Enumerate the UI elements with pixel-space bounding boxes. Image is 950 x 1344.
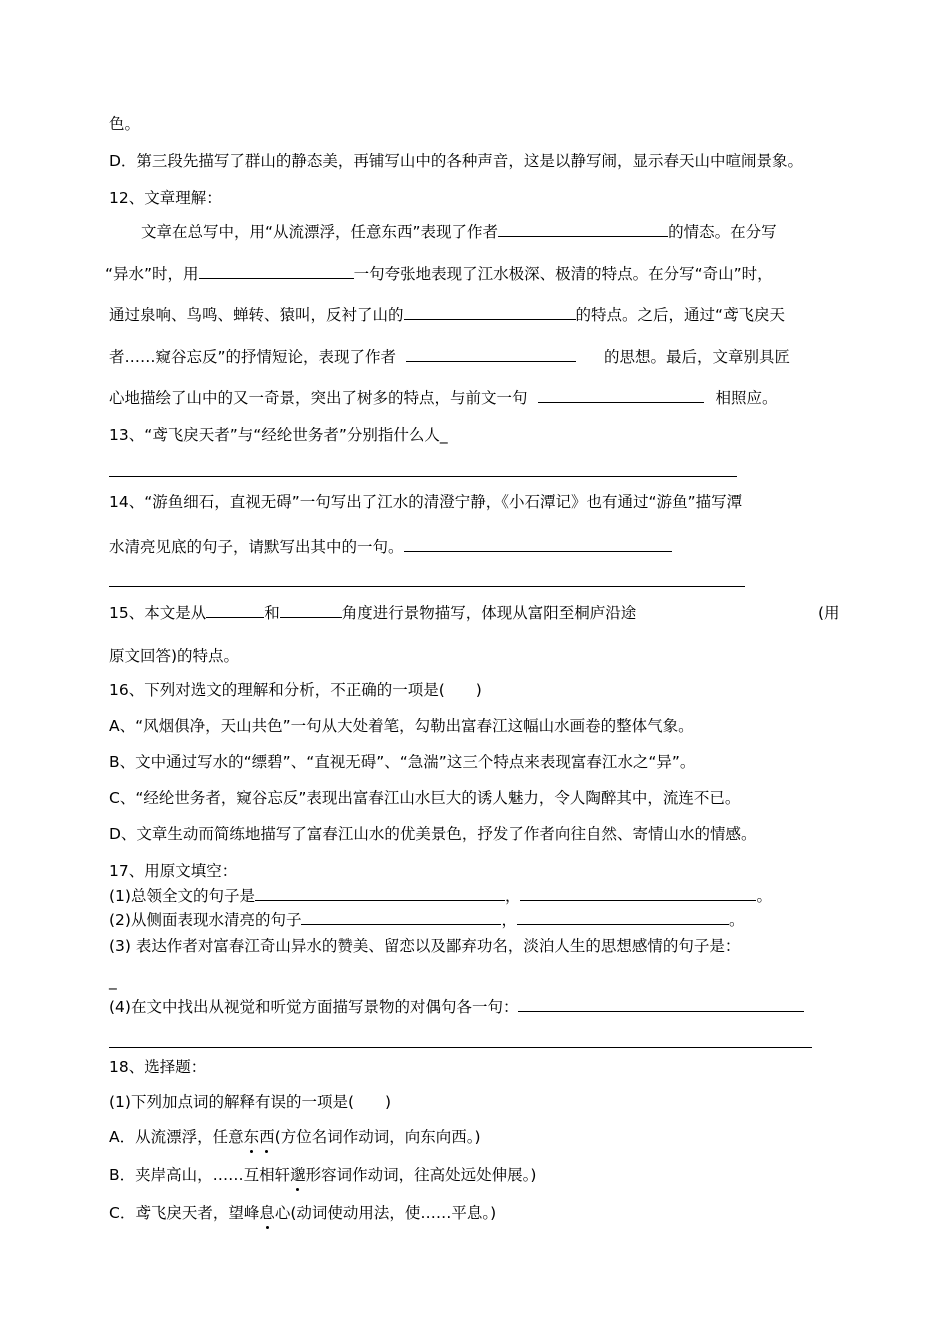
q15-text-a: 15、本文是从 <box>109 604 207 622</box>
q12-blank-4[interactable] <box>406 347 576 362</box>
q12-line5-text-a: 心地描绘了山中的又一奇景，突出了树多的特点，与前文一句 <box>109 389 528 407</box>
q16-option-a: A、“风烟俱净，天山共色”一句从大处着笔，勾勒出富春江这幅山水画卷的整体气象。 <box>109 717 694 735</box>
q18-c-post: 心(动词使动用法，使……平息。) <box>274 1204 497 1222</box>
q12-line4-text-a: 者……窥谷忘反”的抒情短论，表现了作者 <box>109 348 397 366</box>
q17-part4-text: (4)在文中找出从视觉和听觉方面描写景物的对偶句各一句： <box>109 998 519 1016</box>
q16-title: 16、下列对选文的理解和分析，不正确的一项是( ) <box>109 681 482 699</box>
q18-sub1: (1)下列加点词的解释有误的一项是( ) <box>109 1093 392 1111</box>
q13-answer-line[interactable] <box>109 476 737 477</box>
q17-part2-blank-2[interactable] <box>517 910 729 925</box>
q14-blank[interactable] <box>404 537 672 552</box>
q15-line1 <box>109 603 636 623</box>
q17-part1-comma: ， <box>504 887 521 905</box>
q14-line1: 14、“游鱼细石，直视无碍”一句写出了江水的清澄宁静，《小石潭记》也有通过“游鱼”描写潭 <box>109 493 743 511</box>
q11-continuation: 色。 <box>109 115 141 133</box>
q17-part2-blank-1[interactable] <box>301 910 501 925</box>
q12-line5-text-b: 相照应。 <box>715 389 778 407</box>
q16-option-c: C、“经纶世务者，窥谷忘反”表现出富春江山水巨大的诱人魅力，令人陶醉其中，流连不已。 <box>109 789 741 807</box>
q18-a-dotted-2: 西 <box>259 1128 275 1146</box>
q15-text-c: 角度进行景物描写，体现从富阳至桐庐沿途 <box>341 604 637 622</box>
q12-title: 12、文章理解： <box>109 189 222 207</box>
q12-line3-text-b: 的特点。之后，通过“鸢飞戾天 <box>575 306 786 324</box>
q11-option-d: D．第三段先描写了群山的静态美，再铺写山中的各种声音，这是以静写闹，显示春天山中喧闹景象。 <box>109 152 803 170</box>
q17-part1-blank-2[interactable] <box>520 886 756 901</box>
q14-answer-line[interactable] <box>109 586 745 587</box>
q18-b-pre: B．夹岸高山，……互相轩 <box>109 1166 291 1184</box>
q15-blank-2[interactable] <box>280 603 342 618</box>
q18-a-dotted-1: 东 <box>243 1128 260 1146</box>
q17-part3: (3) 表达作者对富春江奇山异水的赞美、留恋以及鄙弃功名，淡泊人生的思想感情的句子是： <box>109 937 741 955</box>
q17-part2-text: (2)从侧面表现水清亮的句子 <box>109 911 302 929</box>
q17-part1 <box>109 886 772 906</box>
q17-title: 17、用原文填空： <box>109 862 238 880</box>
q17-part1-text: (1)总领全文的句子是 <box>109 887 255 905</box>
q17-part2-period: 。 <box>728 911 745 929</box>
q12-blank-5[interactable] <box>538 388 704 403</box>
q15-blank-1[interactable] <box>206 603 264 618</box>
q12-blank-2[interactable] <box>199 264 354 279</box>
q12-line3-text-a: 通过泉响、鸟鸣、蝉转、猿叫，反衬了山的 <box>109 306 404 324</box>
q13-text: 13、“鸢飞戾天者”与“经纶世务者”分别指什么人_ <box>109 426 448 444</box>
q16-option-b: B、文中通过写水的“缥碧”、“直视无碍”、“急湍”这三个特点来表现富春江水之“异”。 <box>109 753 696 771</box>
q18-c-dotted: 息 <box>259 1204 275 1222</box>
q12-line2-text-b: 一句夸张地表现了江水极深、极清的特点。在分写“奇山”时， <box>353 265 773 283</box>
q15-text-d: (用 <box>818 604 840 622</box>
q12-line1-text-b: 的情态。在分写 <box>668 223 777 241</box>
q18-title: 18、选择题： <box>109 1058 207 1076</box>
q18-b-dotted: 邈 <box>290 1166 306 1184</box>
q17-part1-blank-1[interactable] <box>255 886 505 901</box>
q16-option-d: D、文章生动而简练地描写了富春江山水的优美景色，抒发了作者向往自然、寄情山水的情感。 <box>109 825 757 843</box>
q15-text-b: 和 <box>264 604 280 622</box>
q18-option-a <box>109 1127 481 1147</box>
q12-line4 <box>109 347 790 367</box>
q18-option-c <box>109 1203 496 1223</box>
q18-a-post: (方位名词作动词，向东向西。) <box>274 1128 481 1146</box>
q12-line4-text-b: 的思想。最后，文章别具匠 <box>604 348 791 366</box>
q17-part4 <box>109 997 804 1017</box>
q12-line3 <box>109 305 785 325</box>
q18-a-pre: A．从流漂浮，任意 <box>109 1128 244 1146</box>
q18-c-pre: C．鸢飞戾天者，望峰 <box>109 1204 260 1222</box>
q15-line2: 原文回答)的特点。 <box>109 647 240 665</box>
q12-line5 <box>109 388 778 408</box>
q14-line2 <box>109 537 672 557</box>
q18-option-b <box>109 1165 536 1185</box>
q17-part2-comma: ， <box>501 911 517 929</box>
q12-line1 <box>141 222 777 242</box>
q18-b-post: 形容词作动词，往高处远处伸展。) <box>305 1166 537 1184</box>
q17-part4-blank[interactable] <box>518 997 804 1012</box>
q17-part1-period: 。 <box>756 887 772 905</box>
q17-part3-blank[interactable]: _ <box>109 972 117 990</box>
q12-line2 <box>105 264 773 284</box>
q17-part2 <box>109 910 745 930</box>
q12-blank-3[interactable] <box>404 305 576 320</box>
q12-line1-text-a: 文章在总写中，用“从流漂浮，任意东西”表现了作者 <box>141 223 499 241</box>
q12-blank-1[interactable] <box>498 222 668 237</box>
q17-answer-line[interactable] <box>109 1047 812 1048</box>
q12-line2-text-a: “异水”时，用 <box>105 265 199 283</box>
q14-line2-text: 水清亮见底的句子，请默写出其中的一句。 <box>109 538 404 556</box>
